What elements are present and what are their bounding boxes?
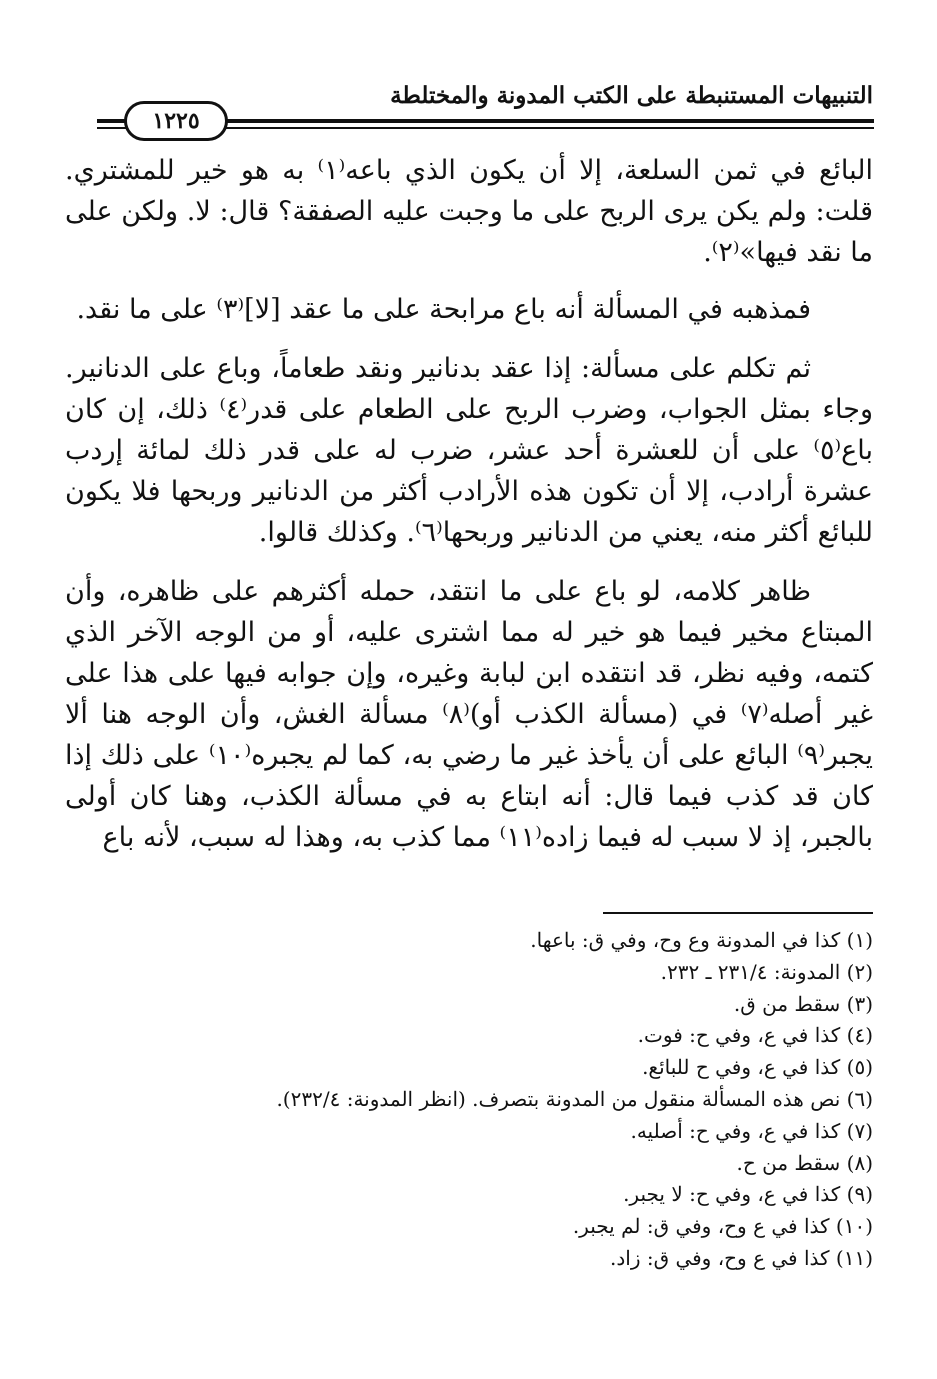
footnote-2: (٢) المدونة: ٢٣١/٤ ـ ٢٣٢. [660, 959, 873, 984]
footnote-6: (٦) نص هذه المسألة منقول من المدونة بتصرف. (انظر المدونة: ٢٣٢/٤). [276, 1086, 873, 1111]
paragraph-3: ثم تكلم على مسألة: إذا عقد بدنانير ونقد طعاماً، وباع على الدنانير. وجاء بمثل الجواب، وضرب الربح على الطعام على قدر⁽٤⁾ ذلك، إن كان باع⁽٥⁾ على أن للعشرة أحد عشر، ضرب له على قدر ذلك لمائة إردب عشرة أرادب، إلا أن تكون هذه الأرادب أكثر من الدنانير وربحها فلا يكون للبائع أكثر منه، يعني من الدنانير وربحها⁽٦⁾. وكذلك قالوا. [65, 353, 873, 549]
footnote-10: (١٠) كذا في ع وح، وفي ق: لم يجبر. [572, 1214, 873, 1239]
footnote-8: (٨) سقط من ح. [736, 1150, 873, 1175]
paragraph-4: ظاهر كلامه، لو باع على ما انتقد، حمله أكثرهم على ظاهره، وأن المبتاع مخير فيما هو خير له مما اشترى عليه، أو من الوجه الآخر الذي كتمه، وفيه نظر، قد انتقده ابن لبابة وغيره، وإن جوابه فيها على هذا على غير أصله⁽٧⁾ في (مسألة الكذب أو)⁽٨⁾ مسألة الغش، وأن الوجه هنا ألا يجبر⁽٩⁾ البائع على أن يأخذ غير ما رضي به، كما لم يجبره⁽١٠⁾ على ذلك إذا كان قد كذب فيما قال: أنه ابتاع به في مسألة الكذب، وهنا كان أولى بالجبر، إذ لا سبب له فيما زاده⁽١١⁾ مما كذب به، وهذا له سبب، لأنه باع [65, 576, 873, 854]
footnotes [233, 925, 873, 1275]
paragraph-1: البائع في ثمن السلعة، إلا أن يكون الذي باعه⁽١⁾ به هو خير للمشتري. قلت: ولم يكن يرى الربح على ما وجبت عليه الصفقة؟ قال: لا. ولكن على ما نقد فيها»⁽٢⁾. [65, 155, 873, 269]
running-header-title: التنبيهات المستنبطة على الكتب المدونة والمختلطة [390, 82, 873, 109]
footnote-separator [603, 912, 873, 914]
footnote-9: (٩) كذا في ع، وفي ح: لا يجبر. [623, 1182, 873, 1207]
footnote-3: (٣) سقط من ق. [733, 991, 873, 1016]
footnote-7: (٧) كذا في ع، وفي ح: أصليه. [630, 1118, 873, 1143]
page-number: ١٢٢٥ [124, 101, 228, 141]
footnote-1: (١) كذا في المدونة وع وح، وفي ق: باعها. [530, 928, 873, 952]
paragraph-2: فمذهبه في المسألة أنه باع مرابحة على ما عقد [لا]⁽٣⁾ على ما نقد. [76, 294, 811, 326]
footnote-11: (١١) كذا في ع وح، وفي ق: زاد. [610, 1245, 873, 1270]
footnote-4: (٤) كذا في ع، وفي ح: فوت. [637, 1023, 873, 1048]
main-text [65, 150, 873, 877]
footnote-5: (٥) كذا في ع، وفي ح للبائع. [642, 1055, 873, 1080]
